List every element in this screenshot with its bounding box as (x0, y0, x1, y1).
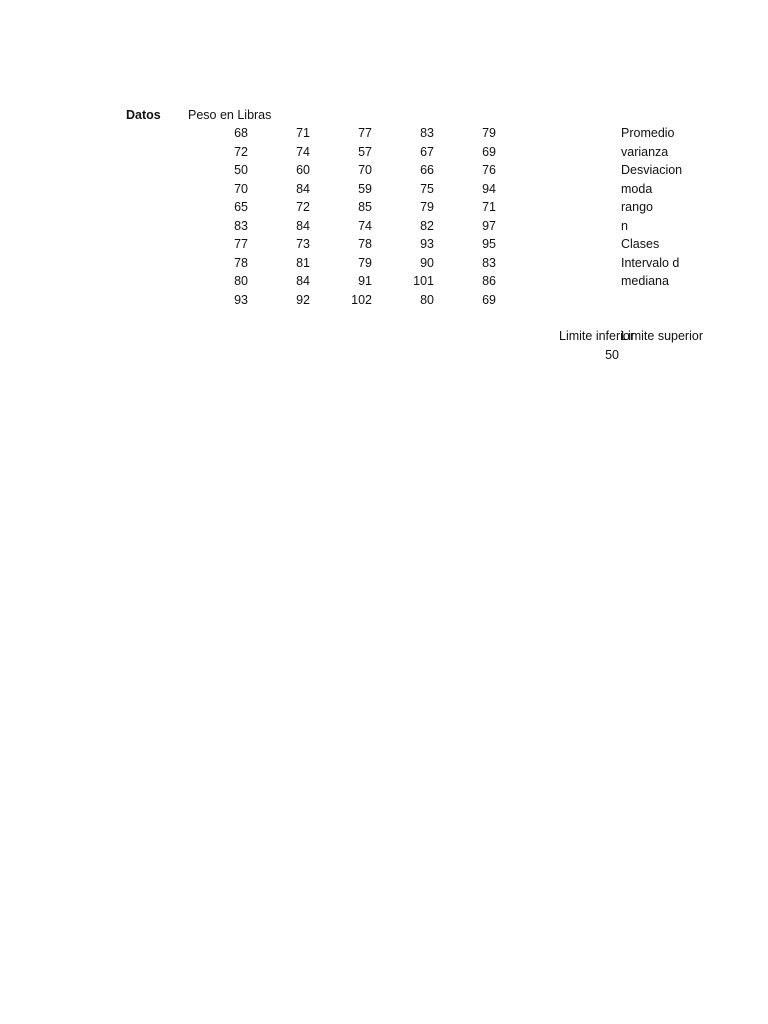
data-cell: 80 (420, 292, 434, 307)
data-cell: 76 (482, 163, 496, 177)
data-cell: 72 (234, 144, 248, 159)
stats-label: moda (621, 181, 653, 196)
data-cell: 84 (296, 181, 310, 196)
data-cell: 74 (358, 218, 372, 233)
data-cell: 66 (420, 163, 434, 177)
data-cell: 71 (296, 126, 310, 140)
stats-label: varianza (621, 144, 669, 159)
data-cell: 69 (482, 292, 496, 307)
data-cell: 70 (358, 163, 372, 177)
data-cell: 65 (234, 200, 248, 214)
datos-label: Datos (126, 108, 161, 122)
data-cell: 84 (296, 274, 310, 288)
stats-label: Desviacion (621, 163, 683, 177)
data-cell: 82 (420, 218, 434, 233)
data-cell: 60 (296, 163, 310, 177)
data-cell: 90 (420, 255, 434, 270)
data-cell: 78 (358, 237, 372, 251)
data-cell: 79 (482, 126, 496, 140)
data-cell: 71 (482, 200, 496, 214)
data-cell: 93 (234, 292, 248, 307)
data-cell: 77 (234, 237, 248, 251)
data-cell: 78 (234, 255, 248, 270)
data-cell: 95 (482, 237, 496, 251)
data-cell: 69 (482, 144, 496, 159)
data-cell: 79 (358, 255, 372, 270)
data-cell: 91 (358, 274, 372, 288)
data-cell: 94 (482, 181, 496, 196)
data-cell: 93 (420, 237, 434, 251)
data-cell: 73 (296, 237, 310, 251)
stats-label: rango (621, 200, 653, 214)
data-cell: 81 (296, 255, 310, 270)
upper-limit-header: Limite superior (621, 329, 703, 343)
data-cell: 102 (351, 292, 372, 307)
data-cell: 59 (358, 181, 372, 196)
data-cell: 57 (358, 144, 372, 159)
data-cell: 101 (413, 274, 434, 288)
data-cell: 75 (420, 181, 434, 196)
stats-label: mediana (621, 274, 669, 288)
data-cell: 79 (420, 200, 434, 214)
stats-label: Promedio (621, 126, 675, 140)
data-cell: 83 (420, 126, 434, 140)
stats-label: n (621, 218, 628, 233)
stats-label: Intervalo d (621, 255, 680, 270)
data-cell: 92 (296, 292, 310, 307)
data-cell: 72 (296, 200, 310, 214)
peso-header: Peso en Libras (188, 108, 272, 122)
lower-limit-value: 50 (605, 348, 619, 362)
lower-limit-header: Limite inferior (559, 329, 635, 343)
data-cell: 74 (296, 144, 310, 159)
data-cell: 80 (234, 274, 248, 288)
data-cell: 50 (234, 163, 248, 177)
data-cell: 86 (482, 274, 496, 288)
data-cell: 83 (482, 255, 496, 270)
data-cell: 67 (420, 144, 434, 159)
data-cell: 97 (482, 218, 496, 233)
data-cell: 85 (358, 200, 372, 214)
data-cell: 83 (234, 218, 248, 233)
data-cell: 84 (296, 218, 310, 233)
data-cell: 70 (234, 181, 248, 196)
data-cell: 77 (358, 126, 372, 140)
data-cell: 68 (234, 126, 248, 140)
stats-label: Clases (621, 237, 660, 251)
